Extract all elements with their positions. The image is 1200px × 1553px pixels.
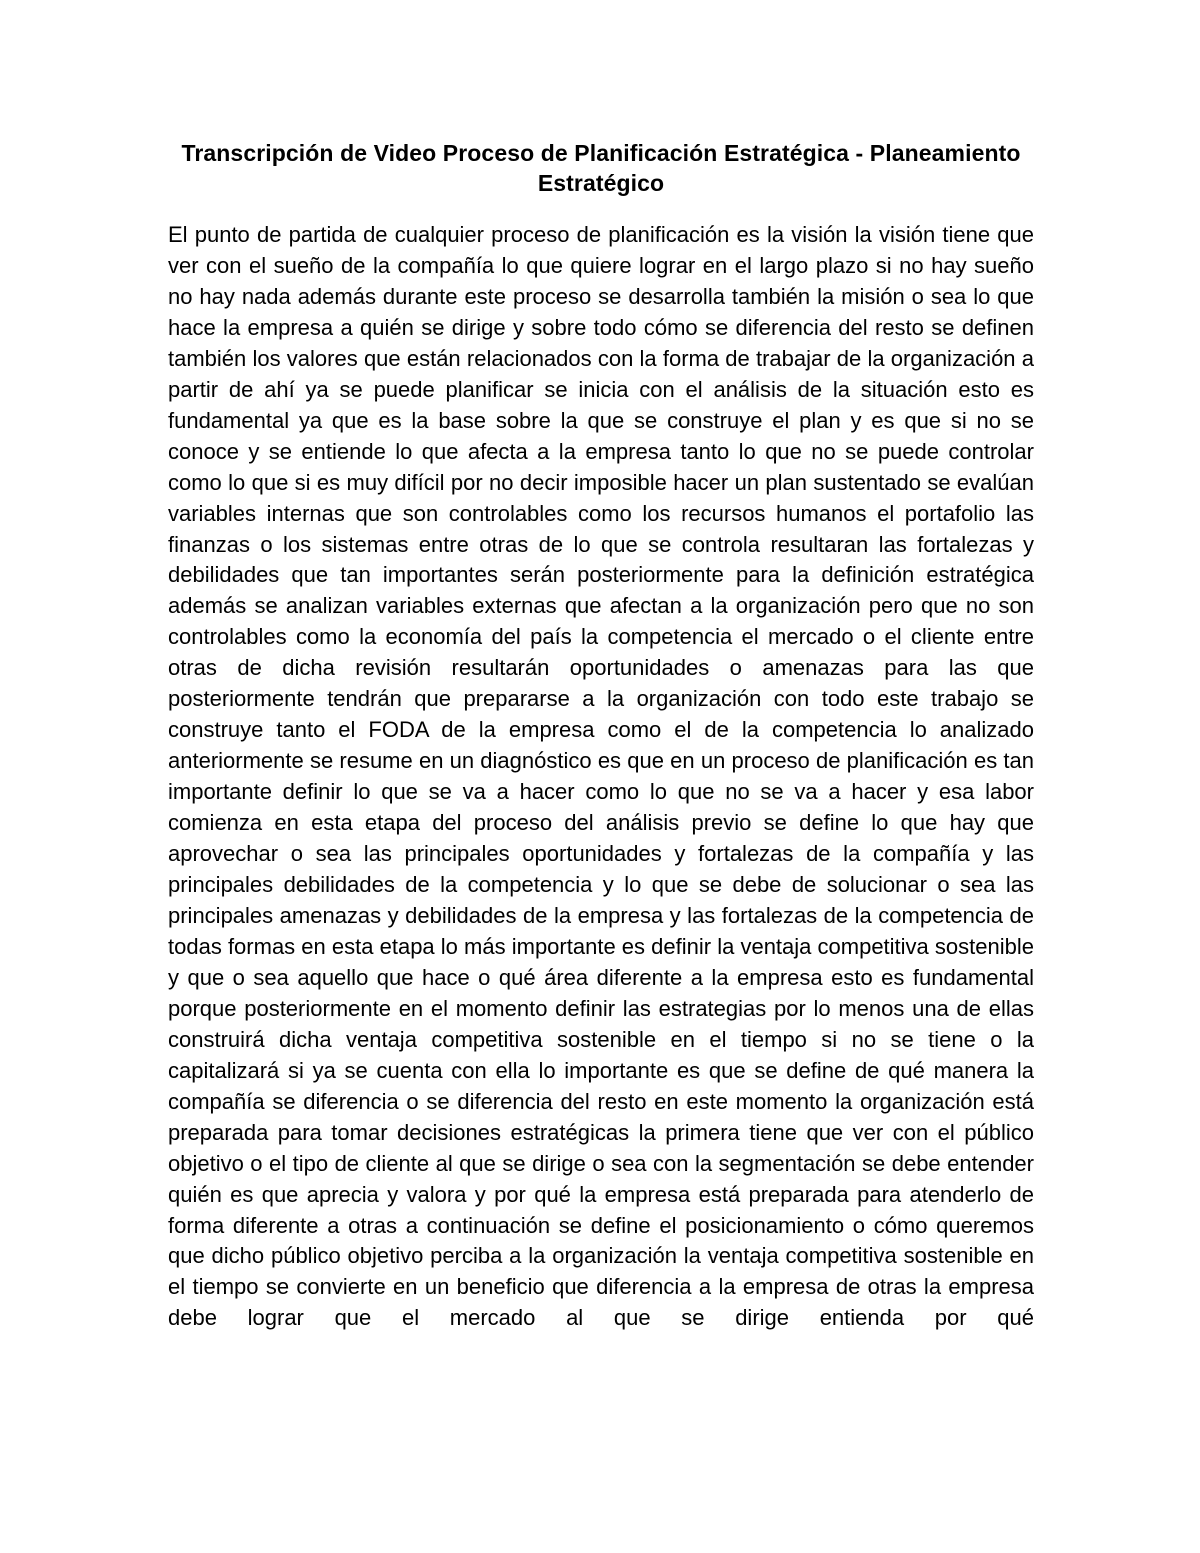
document-body-paragraph: El punto de partida de cualquier proceso de planificación es la visión la visión tiene que ver con el sueño de la compañía lo que quiere lograr en el largo plazo si no hay sueño no hay nada además durante este proceso se desarrolla también la misión o sea lo que hace la empresa a quién se dirige y sobre todo cómo se diferencia del resto se definen también los valores que están relacionados con la forma de trabajar de la organización a partir de ahí ya se puede planificar se inicia con el análisis de la situación esto es fundamental ya que es la base sobre la que se construye el plan y es que si no se conoce y se entiende lo que afecta a la empresa tanto lo que no se puede controlar como lo que si es muy difícil por no decir imposible hacer un plan sustentado se evalúan variables internas que son controlables como los recursos humanos el portafolio las finanzas o los sistemas entre otras de lo que se controla resultaran las fortalezas y debilidades que tan importantes serán posteriormente para la definición estratégica además se analizan variables externas que afectan a la organización pero que no son controlables como la economía del país la competencia el mercado o el cliente entre otras de dicha revisión resultarán oportunidades o amenazas para las que posteriormente tendrán que prepararse a la organización con todo este trabajo se construye tanto el FODA de la empresa como el de la competencia lo analizado anteriormente se resume en un diagnóstico es que en un proceso de planificación es tan importante definir lo que se va a hacer como lo que no se va a hacer y esa labor comienza en esta etapa del proceso del análisis previo se define lo que hay que aprovechar o sea las principales oportunidades y fortalezas de la compañía y las principales debilidades de la competencia y lo que se debe de solucionar o sea las principales amenazas y debilidades de la empresa y las fortalezas de la competencia de todas formas en esta etapa lo más importante es definir la ventaja competitiva sostenible y que o sea aquello que hace o qué área diferente a la empresa esto es fundamental porque posteriormente en el momento definir las estrategias por lo menos una de ellas construirá dicha ventaja competitiva sostenible en el tiempo si no se tiene o la capitalizará si ya se cuenta con ella lo importante es que se define de qué manera la compañía se diferencia o se diferencia del resto en este momento la organización está preparada para tomar decisiones estratégicas la primera tiene que ver con el público objetivo o el tipo de cliente al que se dirige o sea con la segmentación se debe entender quién es que aprecia y valora y por qué la empresa está preparada para atenderlo de forma diferente a otras a continuación se define el posicionamiento o cómo queremos que dicho público objetivo perciba a la organización la ventaja competitiva sostenible en el tiempo se convierte en un beneficio que diferencia a la empresa de otras la empresa debe lograr que el mercado al que se dirige entienda por qué [168,222,1034,1331]
document-page [168,138,1034,1334]
document-title: Transcripción de Video Proceso de Planificación Estratégica - Planeamiento Estratégico [181,140,1021,196]
